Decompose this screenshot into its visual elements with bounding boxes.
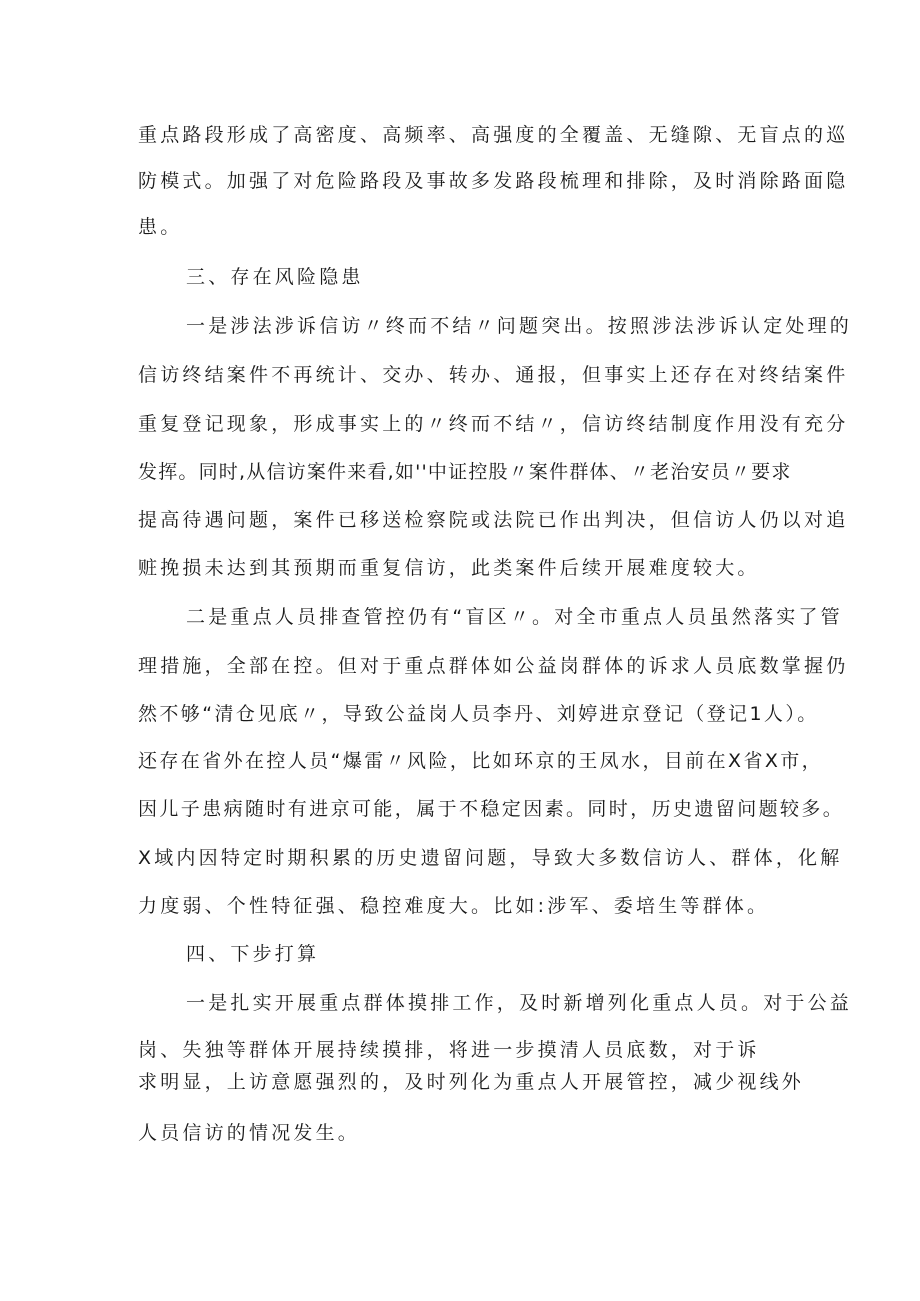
paragraph-line: 信访终结案件不再统计、交办、转办、通报，但事实上还存在对终结案件 — [138, 364, 849, 386]
paragraph-line: 发挥。同时,从信访案件来看,如''中证控股〃案件群体、〃老治安员〃要求 — [138, 461, 792, 483]
paragraph-line: 因儿子患病随时有进京可能，属于不稳定因素。同时，历史遗留问题较多。 — [138, 798, 845, 820]
paragraph-line: 人员信访的情况发生。 — [138, 1122, 361, 1144]
section-heading: 三、存在风险隐患 — [186, 266, 364, 288]
paragraph-line: 患。 — [138, 216, 183, 238]
paragraph-line: 还存在省外在控人员“爆雷〃风险，比如环京的王凤水，目前在X省X市， — [138, 750, 824, 772]
section-heading: 四、下步打算 — [186, 943, 320, 965]
paragraph-line: 一是扎实开展重点群体摸排工作，及时新增列化重点人员。对于公益 — [186, 992, 853, 1014]
paragraph-line: 重点路段形成了高密度、高频率、高强度的全覆盖、无缝隙、无盲点的巡 — [138, 124, 849, 146]
paragraph-line: 提高待遇问题，案件已移送检察院或法院已作出判决，但信访人仍以对追 — [138, 509, 849, 531]
paragraph-line: 理措施，全部在控。但对于重点群体如公益岗群体的诉求人员底数掌握仍 — [138, 655, 849, 677]
paragraph-line: 然不够“清仓见底〃，导致公益岗人员李丹、刘婷进京登记（登记1人）。 — [138, 703, 819, 725]
paragraph-line: 防模式。加强了对危险路段及事故多发路段梳理和排除，及时消除路面隐 — [138, 170, 849, 192]
paragraph-line: 赃挽损未达到其预期而重复信访，此类案件后续开展难度较大。 — [138, 557, 760, 579]
paragraph-line: 一是涉法涉诉信访〃终而不结〃问题突出。按照涉法涉诉认定处理的 — [186, 315, 853, 337]
paragraph-line: 求明显，上访意愿强烈的，及时列化为重点人开展管控，减少视线外 — [138, 1071, 805, 1093]
paragraph-line: 力度弱、个性特征强、稳控难度大。比如:涉军、委培生等群体。 — [138, 895, 770, 917]
paragraph-line: 岗、失独等群体开展持续摸排，将进一步摸清人员底数，对于诉 — [138, 1039, 760, 1061]
paragraph-line: 重复登记现象，形成事实上的〃终而不结〃，信访终结制度作用没有充分 — [138, 413, 849, 435]
paragraph-line: 二是重点人员排查管控仍有“盲区〃。对全市重点人员虽然落实了管 — [186, 606, 843, 628]
paragraph-line: X域内因特定时期积累的历史遗留问题，导致大多数信访人、群体，化解 — [138, 847, 843, 869]
